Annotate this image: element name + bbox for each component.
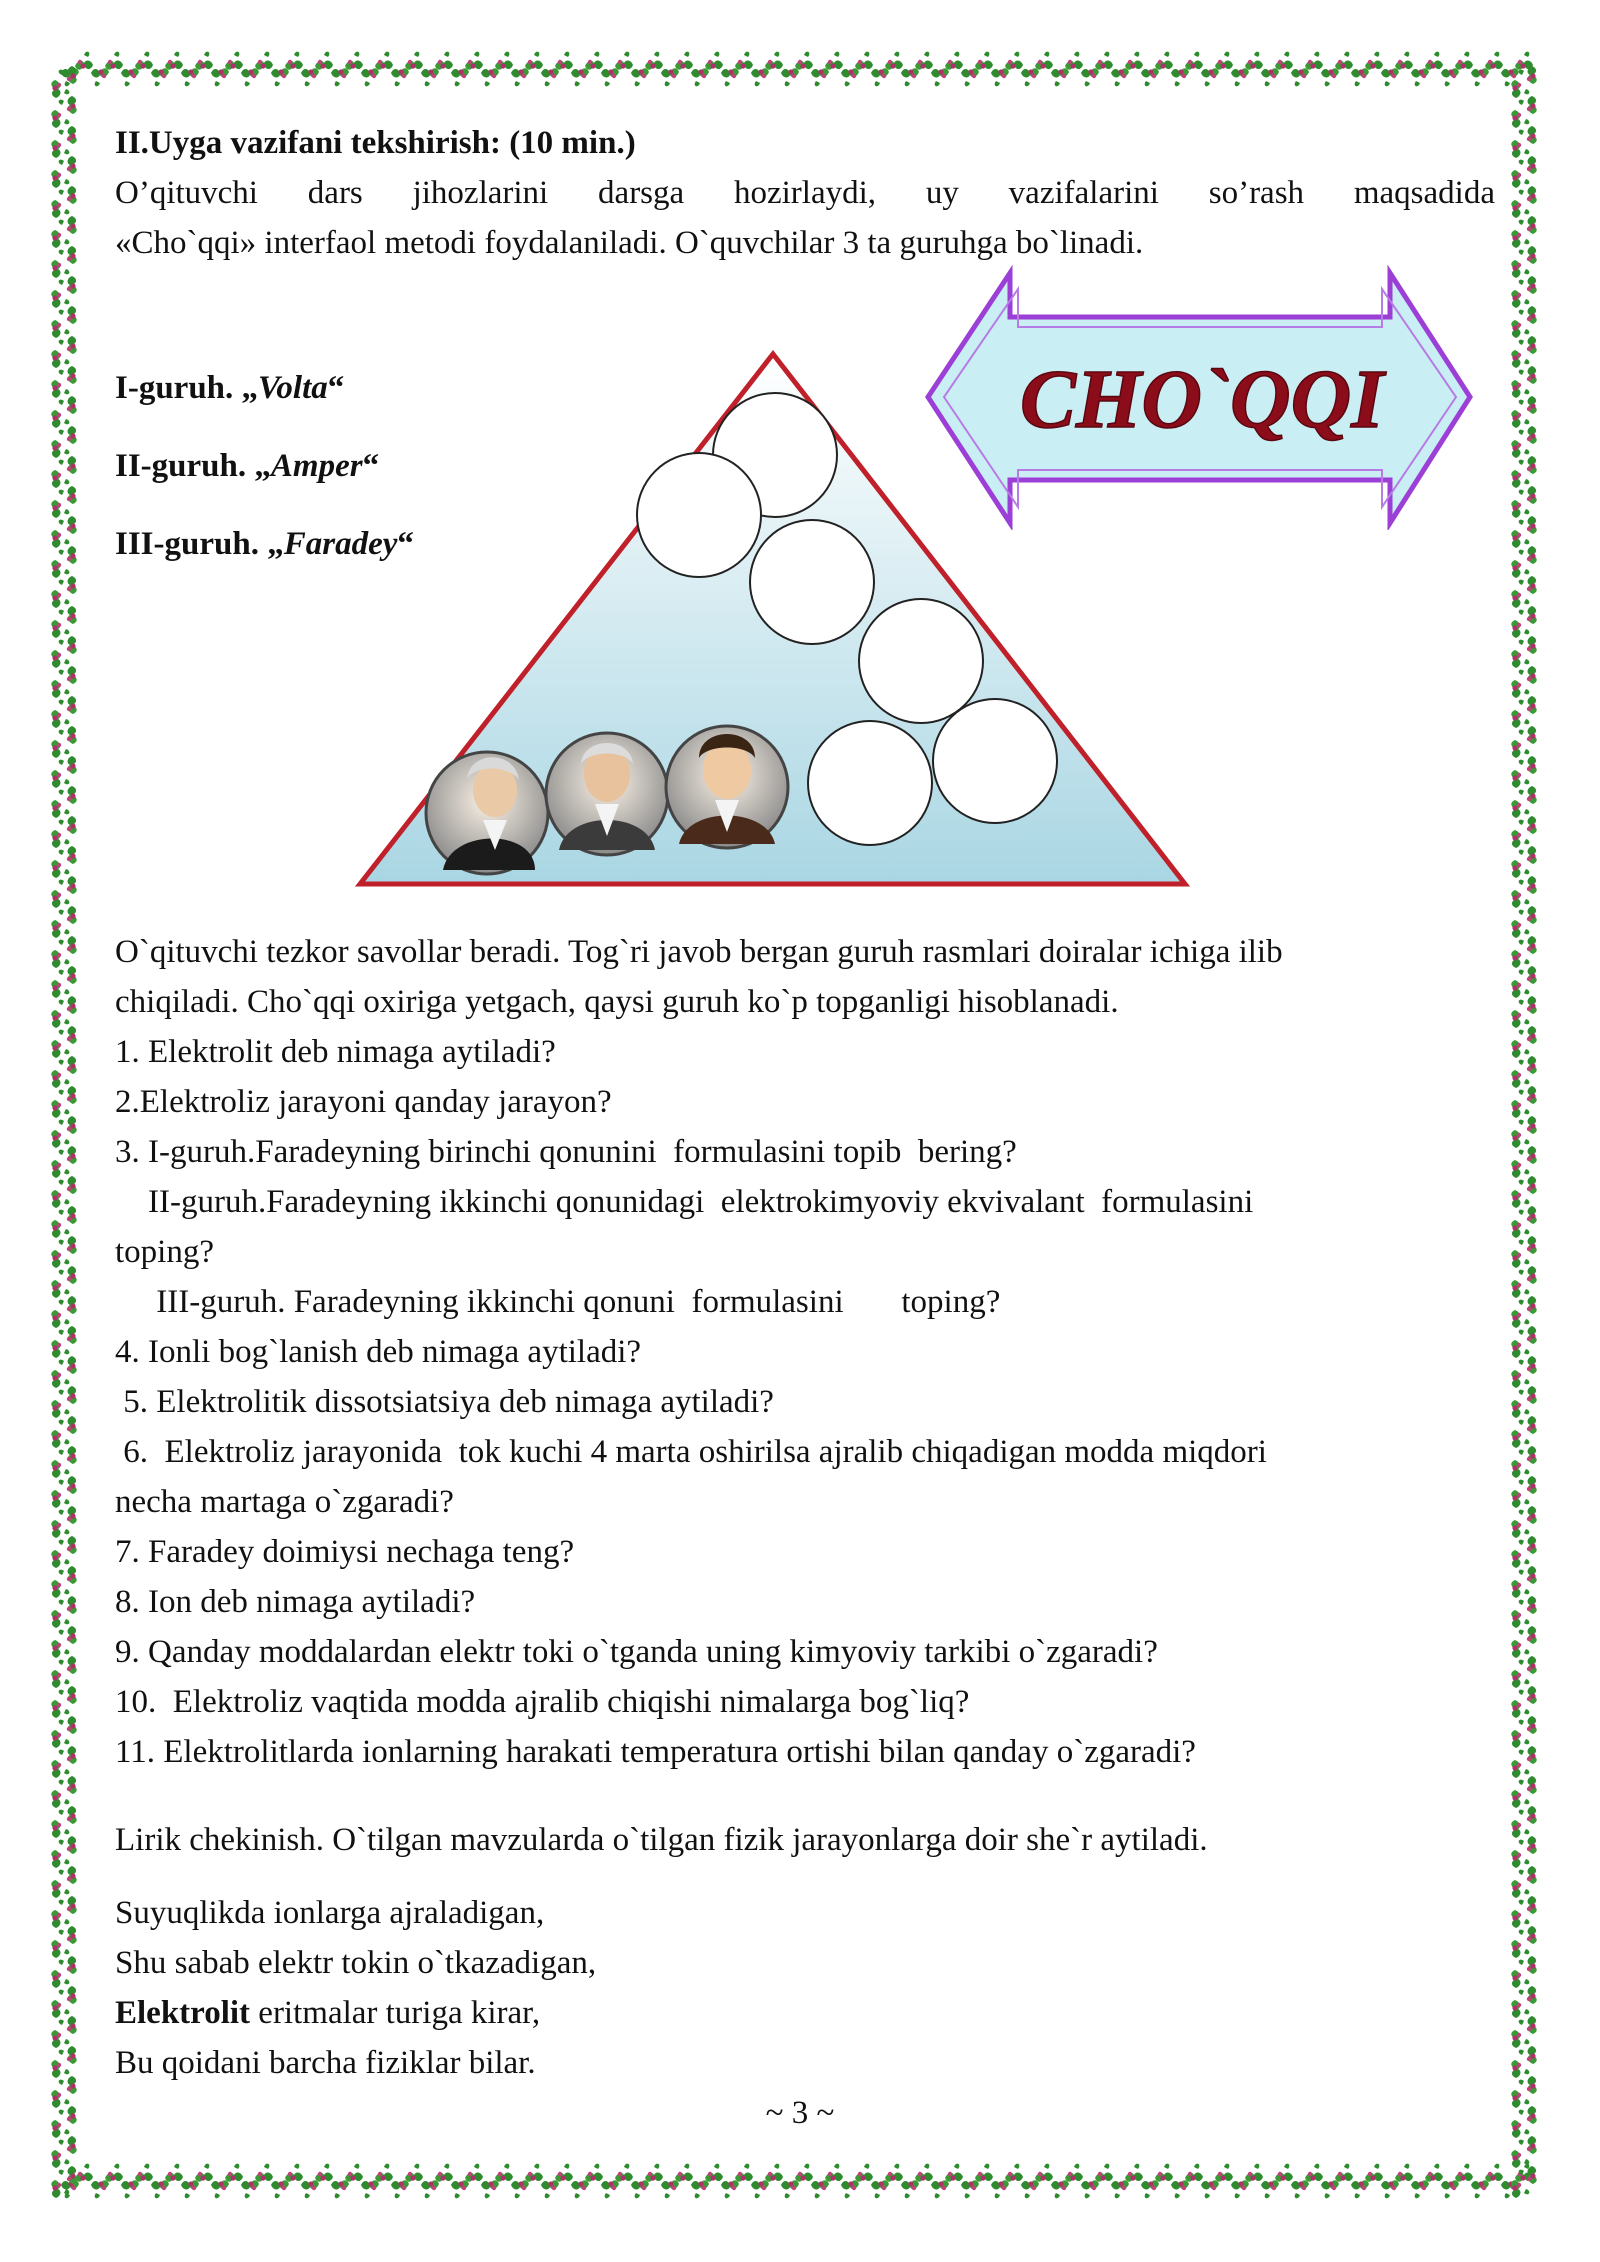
empty-circle	[859, 599, 983, 723]
intro-line-1: O’qituvchi dars jihozlarini darsga hozirlaydi, uy vazifalarini so’rash maqsadida	[115, 175, 1495, 211]
portrait-volta-icon	[546, 733, 668, 855]
page-number: ~ 3 ~	[765, 2095, 835, 2131]
poem-line-4: Bu qoidani barcha fiziklar bilar.	[115, 2045, 536, 2081]
poem-line-2: Shu sabab elektr tokin o`tkazadigan,	[115, 1945, 597, 1981]
question-line: 11. Elektrolitlarda ionlarning harakati temperatura ortishi bilan qanday o`zgaradi?	[115, 1734, 1196, 1770]
group-2-label: II-guruh. „Amper“	[115, 448, 380, 484]
portrait-ampere-icon	[666, 726, 788, 848]
question-line: 1. Elektrolit deb nimaga aytiladi?	[115, 1034, 556, 1070]
question-line: 10. Elektroliz vaqtida modda ajralib chiqishi nimalarga bog`liq?	[115, 1684, 970, 1720]
poem-line-1: Suyuqlikda ionlarga ajraladigan,	[115, 1895, 545, 1931]
group-3-label: III-guruh. „Faradey“	[115, 526, 414, 562]
empty-circle	[808, 721, 932, 845]
question-line: toping?	[115, 1234, 214, 1270]
group-2-name: Amper	[270, 448, 363, 484]
question-line: 8. Ion deb nimaga aytiladi?	[115, 1584, 476, 1620]
banner-title: CHO`QQI	[1019, 353, 1385, 446]
question-line: chiqiladi. Cho`qqi oxiriga yetgach, qaysi guruh ko`p topganligi hisoblanadi.	[115, 984, 1119, 1020]
choqqi-banner	[920, 265, 1480, 530]
empty-circle	[750, 520, 874, 644]
empty-circle	[637, 453, 761, 577]
question-line: necha martaga o`zgaradi?	[115, 1484, 454, 1520]
empty-circle	[933, 699, 1057, 823]
intro-line-2: «Cho`qqi» interfaol metodi foydalaniladi. O`quvchilar 3 ta guruhga bo`linadi.	[115, 225, 1144, 261]
question-line: 5. Elektrolitik dissotsiatsiya deb nimaga aytiladi?	[115, 1384, 774, 1420]
lyric-intro: Lirik chekinish. O`tilgan mavzularda o`tilgan fizik jarayonlarga doir she`r aytiladi.	[115, 1822, 1208, 1858]
question-line: 6. Elektroliz jarayonida tok kuchi 4 marta oshirilsa ajralib chiqadigan modda miqdori	[115, 1434, 1267, 1470]
group-1-label: I-guruh. „Volta“	[115, 370, 345, 406]
question-line: 4. Ionli bog`lanish deb nimaga aytiladi?	[115, 1334, 642, 1370]
poem-bold-word: Elektrolit	[115, 1995, 251, 2031]
question-line: 2.Elektroliz jarayoni qanday jarayon?	[115, 1084, 612, 1120]
group-3-name: Faradey	[283, 526, 398, 562]
question-line: II-guruh.Faradeyning ikkinchi qonunidagi elektrokimyoviy ekvivalant formulasini	[115, 1184, 1254, 1220]
question-line: 7. Faradey doimiysi nechaga teng?	[115, 1534, 575, 1570]
section-heading: II.Uyga vazifani tekshirish: (10 min.)	[115, 125, 636, 161]
question-line: 3. I-guruh.Faradeyning birinchi qonunini formulasini topib bering?	[115, 1134, 1017, 1170]
portrait-faraday-icon	[426, 752, 548, 874]
question-line: III-guruh. Faradeyning ikkinchi qonuni formulasini toping?	[115, 1284, 1001, 1320]
question-line: O`qituvchi tezkor savollar beradi. Tog`ri javob bergan guruh rasmlari doiralar ichiga ilib	[115, 934, 1283, 970]
question-line: 9. Qanday moddalardan elektr toki o`tganda uning kimyoviy tarkibi o`zgaradi?	[115, 1634, 1158, 1670]
group-1-name: Volta	[258, 370, 328, 406]
poem-line-3: Elektrolit eritmalar turiga kirar,	[115, 1995, 541, 2031]
